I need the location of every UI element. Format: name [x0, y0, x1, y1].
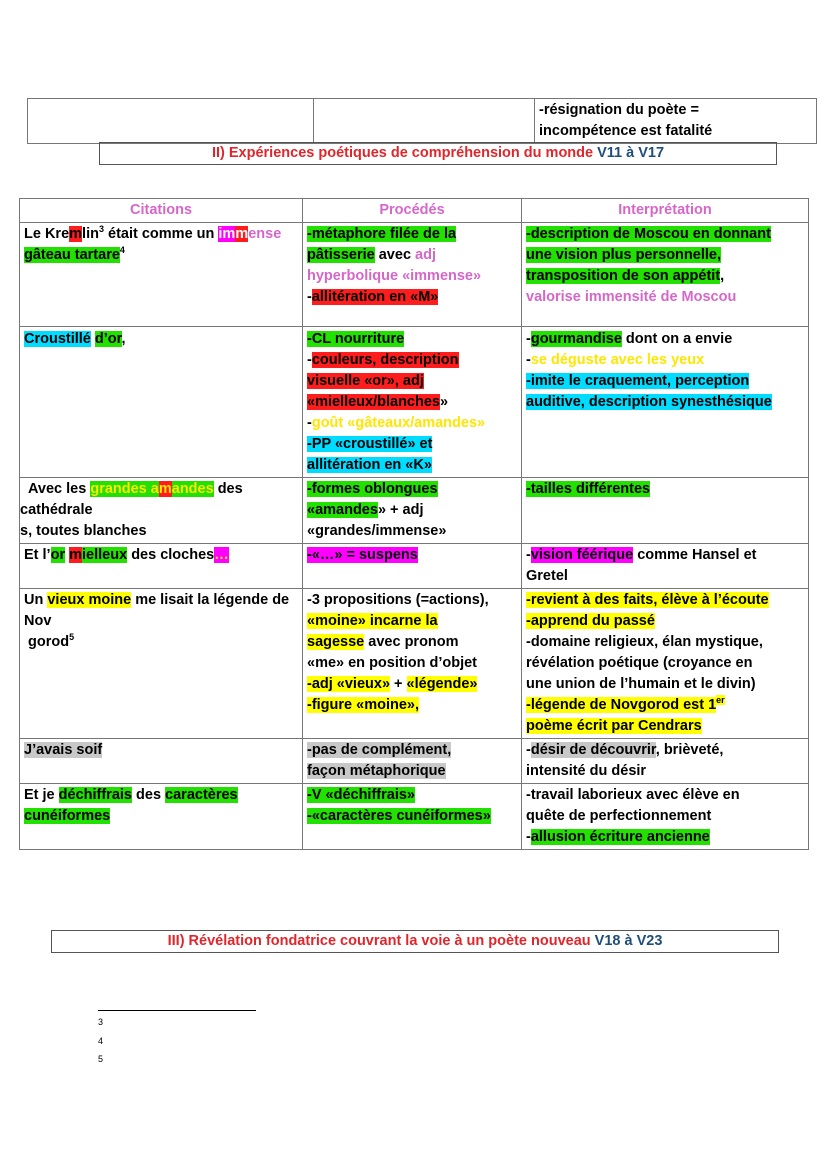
citation-cell: J’avais soif [20, 739, 303, 784]
interpretation-cell: -tailles différentes [522, 478, 809, 544]
procedes-cell: -CL nourriture -couleurs, description visuelle «or», adj «mielleux/blanches» -goût «gâteaux/amandes» -PP «croustillé» et allitération en «K» [303, 327, 522, 478]
footnote-5: 5 [98, 1054, 104, 1064]
table-row [20, 544, 809, 589]
header-procedes: Procédés [303, 199, 522, 223]
table-row [20, 784, 809, 850]
interpretation-cell: -gourmandise dont on a envie -se déguste avec les yeux -imite le craquement, perception auditive, description synesthésique [522, 327, 809, 478]
table-row [20, 223, 809, 327]
section-3-title [51, 930, 779, 953]
table-row [20, 589, 809, 739]
procedes-cell: -3 propositions (=actions), «moine» incarne la sagesse avec pronom «me» en position d’objet -adj «vieux» + «légende» -figure «moine», [303, 589, 522, 739]
procedes-cell: -pas de complément, façon métaphorique [303, 739, 522, 784]
footnote-separator [98, 1010, 256, 1011]
analysis-table [19, 198, 809, 850]
section-2-title [99, 142, 777, 165]
interpretation-cell: -travail laborieux avec élève en quête de perfectionnement -allusion écriture ancienne [522, 784, 809, 850]
procedes-cell: -V «déchiffrais» -«caractères cunéiformes» [303, 784, 522, 850]
table-row [20, 327, 809, 478]
procedes-cell: -formes oblongues «amandes» + adj «grandes/immense» [303, 478, 522, 544]
section-2-title-text: II) Expériences poétiques de compréhension du monde [211, 145, 594, 161]
citation-cell: Croustillé d’or, [20, 327, 303, 478]
top-line-2: incompétence est fatalité [539, 123, 713, 139]
footnote-3: 3 [98, 1017, 104, 1027]
citation-cell: Un vieux moine me lisait la légende de Nov gorod$^5$ [20, 589, 303, 739]
citation-cell: Et l’or mielleux des cloches… [20, 544, 303, 589]
table-row [20, 478, 809, 544]
citation-cell: Le Kremlin$^3$ était comme un immense gâteau tartare$^4$ [20, 223, 303, 327]
section-3-verses: V18 à V23 [594, 933, 663, 949]
interpretation-cell: -vision féérique comme Hansel et Gretel [522, 544, 809, 589]
top-line-1: -résignation du poète = [539, 102, 699, 118]
procedes-cell: -«…» = suspens [303, 544, 522, 589]
top-cell-1 [28, 99, 314, 144]
interpretation-cell: -description de Moscou en donnant une vision plus personnelle, transposition de son appétit, valorise immensité de Moscou [522, 223, 809, 327]
header-interpretation: Interprétation [522, 199, 809, 223]
top-cell-2 [314, 99, 535, 144]
footnote-4: 4 [98, 1036, 104, 1046]
header-citations: Citations [20, 199, 303, 223]
procedes-cell: -métaphore filée de la pâtisserie avec adj hyperbolique «immense» -allitération en «M» [303, 223, 522, 327]
top-cell-3 [535, 99, 817, 144]
interpretation-cell: -revient à des faits, élève à l’écoute -apprend du passé -domaine religieux, élan mystique, révélation poétique (croyance en une union de l’humain et le divin) -légende de Novgorod est 1er poème écrit par Cendrars [522, 589, 809, 739]
section-3-title-text: III) Révélation fondatrice couvrant la voie à un poète nouveau [167, 933, 591, 949]
citation-cell: Avec les grandes amandes des cathédrale s, toutes blanches [20, 478, 303, 544]
interpretation-cell: -désir de découvrir, brièveté, intensité du désir [522, 739, 809, 784]
table-row [20, 739, 809, 784]
citation-cell: Et je déchiffrais des caractères cunéiformes [20, 784, 303, 850]
top-table [27, 98, 817, 144]
section-2-verses: V11 à V17 [597, 145, 665, 161]
